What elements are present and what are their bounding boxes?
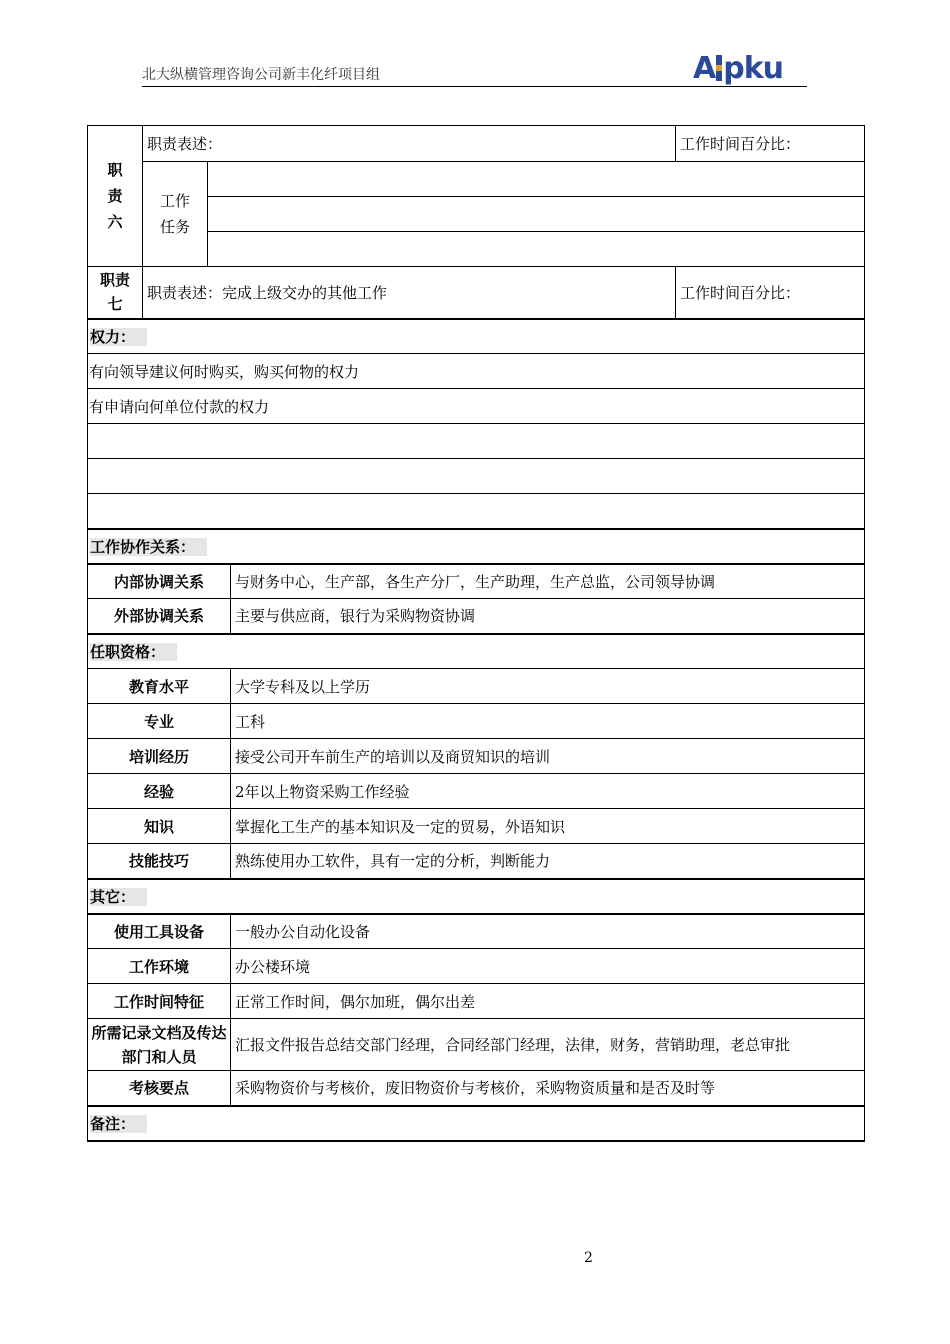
duty6-task-label: 工作任务 [143,162,208,267]
other-label: 工作时间特征 [88,984,231,1019]
logo-text-right: pku [723,50,784,86]
other-value: 汇报文件报告总结交部门经理，合同经部门经理，法律，财务，营销助理，老总审批 [231,1019,865,1071]
remarks-title: 备注： [88,1106,865,1141]
authority-item [88,494,865,529]
authority-item: 有申请向何单位付款的权力 [88,389,865,424]
authority-item [88,424,865,459]
duty6-label: 职责六 [88,126,143,267]
duty6-time-label: 工作时间百分比： [676,126,865,162]
header-divider [142,86,807,87]
qualification-title: 任职资格： [88,634,865,669]
qualification-label: 知识 [88,809,231,844]
cooperation-external-label: 外部协调关系 [88,599,231,634]
other-value: 一般办公自动化设备 [231,914,865,949]
qualification-label: 教育水平 [88,669,231,704]
duty6-task-3 [208,232,865,267]
other-title: 其它： [88,879,865,914]
logo-text-left: A [693,50,716,86]
qualification-label: 培训经历 [88,739,231,774]
qualification-value: 工科 [231,704,865,739]
authority-title: 权力： [88,319,865,354]
duty7-label: 职责七 [88,267,143,319]
other-value: 办公楼环境 [231,949,865,984]
company-logo [693,50,783,86]
cooperation-internal-label: 内部协调关系 [88,564,231,599]
qualification-value: 2年以上物资采购工作经验 [231,774,865,809]
other-label: 所需记录文档及传达部门和人员 [88,1019,231,1071]
duty6-task-1 [208,162,865,197]
qualification-label: 技能技巧 [88,844,231,879]
qualification-value: 接受公司开车前生产的培训以及商贸知识的培训 [231,739,865,774]
qualification-value: 掌握化工生产的基本知识及一定的贸易，外语知识 [231,809,865,844]
authority-item [88,459,865,494]
qualification-label: 专业 [88,704,231,739]
duty7-desc: 职责表述：完成上级交办的其他工作 [143,267,676,319]
duty6-desc-label: 职责表述： [143,126,676,162]
cooperation-title: 工作协作关系： [88,529,865,564]
header-company: 北大纵横管理咨询公司新丰化纤项目组 [142,67,380,83]
other-label: 考核要点 [88,1071,231,1106]
page-number: 2 [584,1250,593,1266]
job-description-table [87,125,865,1142]
other-value: 正常工作时间，偶尔加班，偶尔出差 [231,984,865,1019]
qualification-value: 大学专科及以上学历 [231,669,865,704]
other-value: 采购物资价与考核价，废旧物资价与考核价，采购物资质量和是否及时等 [231,1071,865,1106]
logo-mark-icon [716,55,722,81]
duty7-time-label: 工作时间百分比： [676,267,865,319]
cooperation-internal-value: 与财务中心，生产部，各生产分厂，生产助理，生产总监，公司领导协调 [231,564,865,599]
other-label: 使用工具设备 [88,914,231,949]
qualification-label: 经验 [88,774,231,809]
qualification-value: 熟练使用办工软件，具有一定的分析，判断能力 [231,844,865,879]
other-label: 工作环境 [88,949,231,984]
cooperation-external-value: 主要与供应商，银行为采购物资协调 [231,599,865,634]
duty6-task-2 [208,197,865,232]
authority-item: 有向领导建议何时购买，购买何物的权力 [88,354,865,389]
